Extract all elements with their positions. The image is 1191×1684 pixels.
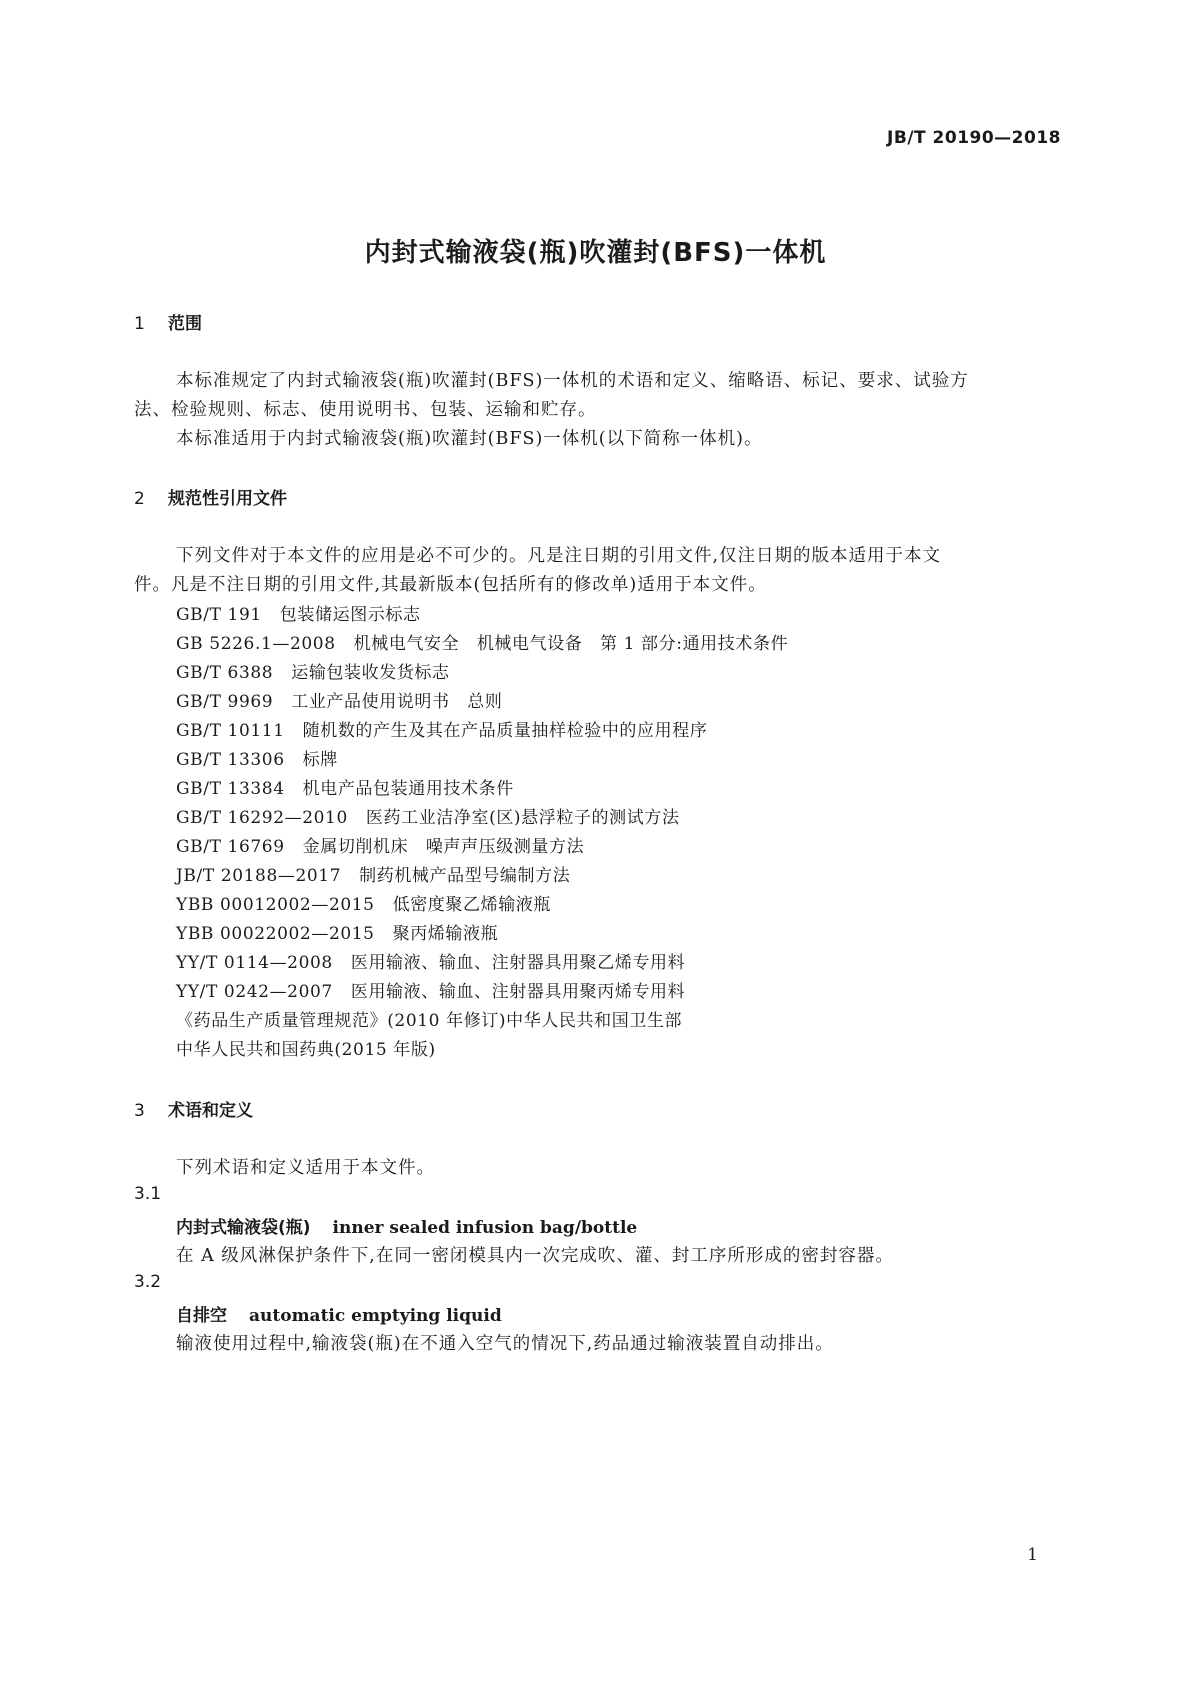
clause-number: 3.1 bbox=[134, 1184, 162, 1204]
section-2-heading bbox=[134, 484, 287, 509]
reference-title: 金属切削机床 噪声声压级测量方法 bbox=[302, 837, 585, 857]
paragraph-line: 下列文件对于本文件的应用是必不可少的。凡是注日期的引用文件,仅注日期的版本适用于本文 bbox=[176, 546, 942, 566]
section-title: 术语和定义 bbox=[168, 1101, 253, 1121]
reference-title: 医用输液、输血、注射器具用聚乙烯专用料 bbox=[350, 953, 686, 973]
section-title: 范围 bbox=[168, 314, 202, 334]
reference-title: 医药工业洁净室(区)悬浮粒子的测试方法 bbox=[365, 808, 680, 828]
reference-title: 医用输液、输血、注射器具用聚丙烯专用料 bbox=[350, 982, 686, 1002]
reference-item bbox=[176, 687, 502, 712]
reference-code: JB/T 20188—2017 bbox=[176, 866, 342, 886]
reference-title: 制药机械产品型号编制方法 bbox=[359, 866, 571, 886]
term-entry bbox=[176, 1301, 502, 1326]
reference-code: YY/T 0114—2008 bbox=[176, 953, 333, 973]
reference-title: 包装储运图示标志 bbox=[279, 605, 421, 625]
reference-code: GB/T 13384 bbox=[176, 779, 285, 799]
reference-item bbox=[176, 803, 680, 828]
reference-code: GB/T 6388 bbox=[176, 663, 274, 683]
reference-code: GB/T 16292—2010 bbox=[176, 808, 348, 828]
paragraph-line: 件。凡是不注日期的引用文件,其最新版本(包括所有的修改单)适用于本文件。 bbox=[134, 575, 767, 595]
page-number: 1 bbox=[1027, 1545, 1038, 1565]
reference-item bbox=[176, 600, 421, 625]
reference-code: GB 5226.1—2008 bbox=[176, 634, 336, 654]
reference-code: GB/T 13306 bbox=[176, 750, 285, 770]
term-entry bbox=[176, 1213, 637, 1238]
reference-item: 《药品生产质量管理规范》(2010 年修订)中华人民共和国卫生部 bbox=[176, 1011, 683, 1031]
term-zh: 内封式输液袋(瓶) bbox=[176, 1218, 311, 1238]
reference-item bbox=[176, 658, 450, 683]
standard-number: JB/T 20190—2018 bbox=[887, 128, 1061, 148]
reference-item bbox=[176, 832, 584, 857]
reference-item bbox=[176, 861, 570, 886]
reference-item bbox=[176, 919, 498, 944]
paragraph-line: 下列术语和定义适用于本文件。 bbox=[176, 1158, 435, 1178]
clause-number: 3.2 bbox=[134, 1272, 162, 1292]
reference-code: GB/T 191 bbox=[176, 605, 262, 625]
reference-title: 随机数的产生及其在产品质量抽样检验中的应用程序 bbox=[302, 721, 708, 741]
reference-item bbox=[176, 948, 685, 973]
reference-item: 中华人民共和国药典(2015 年版) bbox=[176, 1040, 436, 1060]
paragraph-line: 本标准规定了内封式输液袋(瓶)吹灌封(BFS)一体机的术语和定义、缩略语、标记、要求、试验方 bbox=[176, 371, 969, 391]
reference-title: 运输包装收发货标志 bbox=[291, 663, 450, 683]
reference-item bbox=[176, 977, 685, 1002]
reference-code: YBB 00022002—2015 bbox=[176, 924, 375, 944]
reference-title: 机电产品包装通用技术条件 bbox=[302, 779, 514, 799]
reference-code: GB/T 16769 bbox=[176, 837, 285, 857]
section-number: 3 bbox=[134, 1101, 145, 1121]
reference-code: GB/T 9969 bbox=[176, 692, 274, 712]
reference-item bbox=[176, 774, 514, 799]
paragraph-line: 本标准适用于内封式输液袋(瓶)吹灌封(BFS)一体机(以下简称一体机)。 bbox=[176, 429, 763, 449]
section-number: 1 bbox=[134, 314, 145, 334]
reference-title: 低密度聚乙烯输液瓶 bbox=[392, 895, 552, 915]
section-3-heading bbox=[134, 1096, 253, 1121]
section-1-heading bbox=[134, 309, 202, 334]
reference-item bbox=[176, 629, 788, 654]
term-zh: 自排空 bbox=[176, 1306, 227, 1326]
reference-title: 工业产品使用说明书 总则 bbox=[291, 692, 503, 712]
reference-code: YY/T 0242—2007 bbox=[176, 982, 333, 1002]
section-number: 2 bbox=[134, 489, 145, 509]
reference-title: 机械电气安全 机械电气设备 第 1 部分:通用技术条件 bbox=[353, 634, 789, 654]
reference-title: 聚丙烯输液瓶 bbox=[392, 924, 499, 944]
reference-title: 标牌 bbox=[302, 750, 338, 770]
term-en: automatic emptying liquid bbox=[249, 1306, 502, 1326]
reference-item bbox=[176, 716, 707, 741]
term-definition: 输液使用过程中,输液袋(瓶)在不通入空气的情况下,药品通过输液装置自动排出。 bbox=[176, 1334, 834, 1354]
term-en: inner sealed infusion bag/bottle bbox=[332, 1218, 638, 1238]
reference-item bbox=[176, 745, 338, 770]
document-title: 内封式输液袋(瓶)吹灌封(BFS)一体机 bbox=[364, 238, 827, 268]
paragraph-line: 法、检验规则、标志、使用说明书、包装、运输和贮存。 bbox=[134, 400, 597, 420]
reference-code: GB/T 10111 bbox=[176, 721, 285, 741]
section-title: 规范性引用文件 bbox=[168, 489, 287, 509]
reference-code: YBB 00012002—2015 bbox=[176, 895, 375, 915]
term-definition: 在 A 级风淋保护条件下,在同一密闭模具内一次完成吹、灌、封工序所形成的密封容器。 bbox=[176, 1246, 894, 1266]
reference-item bbox=[176, 890, 551, 915]
